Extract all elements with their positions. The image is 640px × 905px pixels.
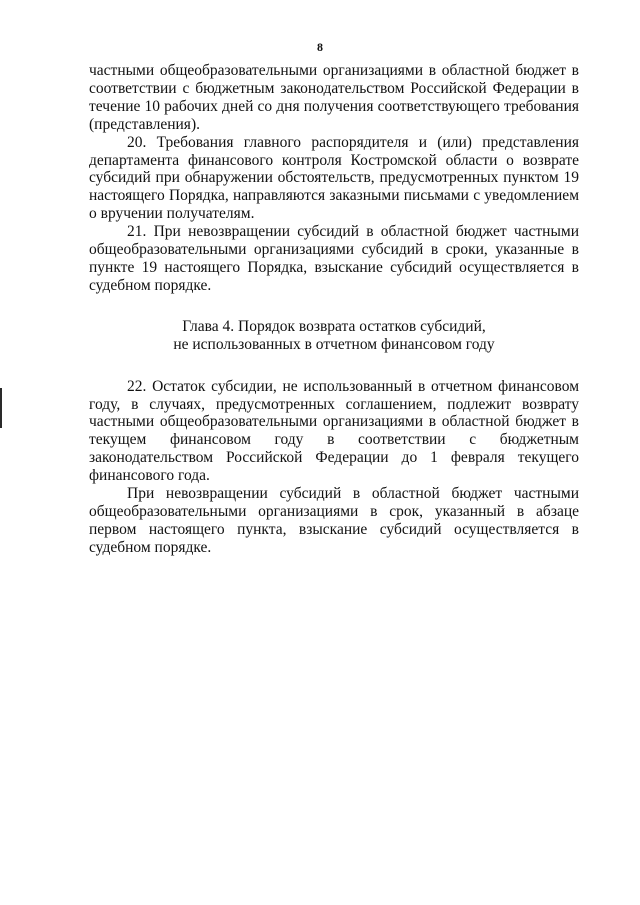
paragraph-22-second: При невозвращении субсидий в областной бюджет частными общеобразовательными организациями в срок, указанный в абзаце первом настоящего пункта, взыскание субсидий осуществляется в судебном порядке. xyxy=(89,485,579,556)
paragraph-21: 21. При невозвращении субсидий в областной бюджет частными общеобразовательными организациями субсидий в сроки, указанные в пункте 19 настоящего Порядка, взыскание субсидий осуществляется в судебном порядке. xyxy=(89,223,579,294)
chapter-heading-line-1: Глава 4. Порядок возврата остатков субсидий, xyxy=(182,317,486,335)
chapter-heading xyxy=(89,318,579,354)
paragraph-20: 20. Требования главного распорядителя и (или) представления департамента финансового контроля Костромской области о возврате субсидий при обнаружении обстоятельств, предусмотренных пунктом 19 настоящего Порядка, направляются заказными письмами с уведомлением о вручении получателям. xyxy=(89,133,579,223)
page-number: 8 xyxy=(317,40,323,54)
paragraph-continuation: частными общеобразовательными организациями в областной бюджет в соответствии с бюджетным законодательством Российской Федерации в течение 10 рабочих дней со дня получения соответствующего требования (представления). xyxy=(89,62,579,133)
scan-edge-mark xyxy=(0,388,2,428)
document-body xyxy=(89,62,579,557)
chapter-heading-line-2: не использованных в отчетном финансовом году xyxy=(173,335,495,353)
paragraph-22: 22. Остаток субсидии, не использованный в отчетном финансовом году, в случаях, предусмотренных соглашением, подлежит возврату частными общеобразовательными организациями в областной бюджет в текущем финансовом году в соответствии с бюджетным законодательством Российской Федерации до 1 февраля текущего финансового года. xyxy=(89,377,579,485)
